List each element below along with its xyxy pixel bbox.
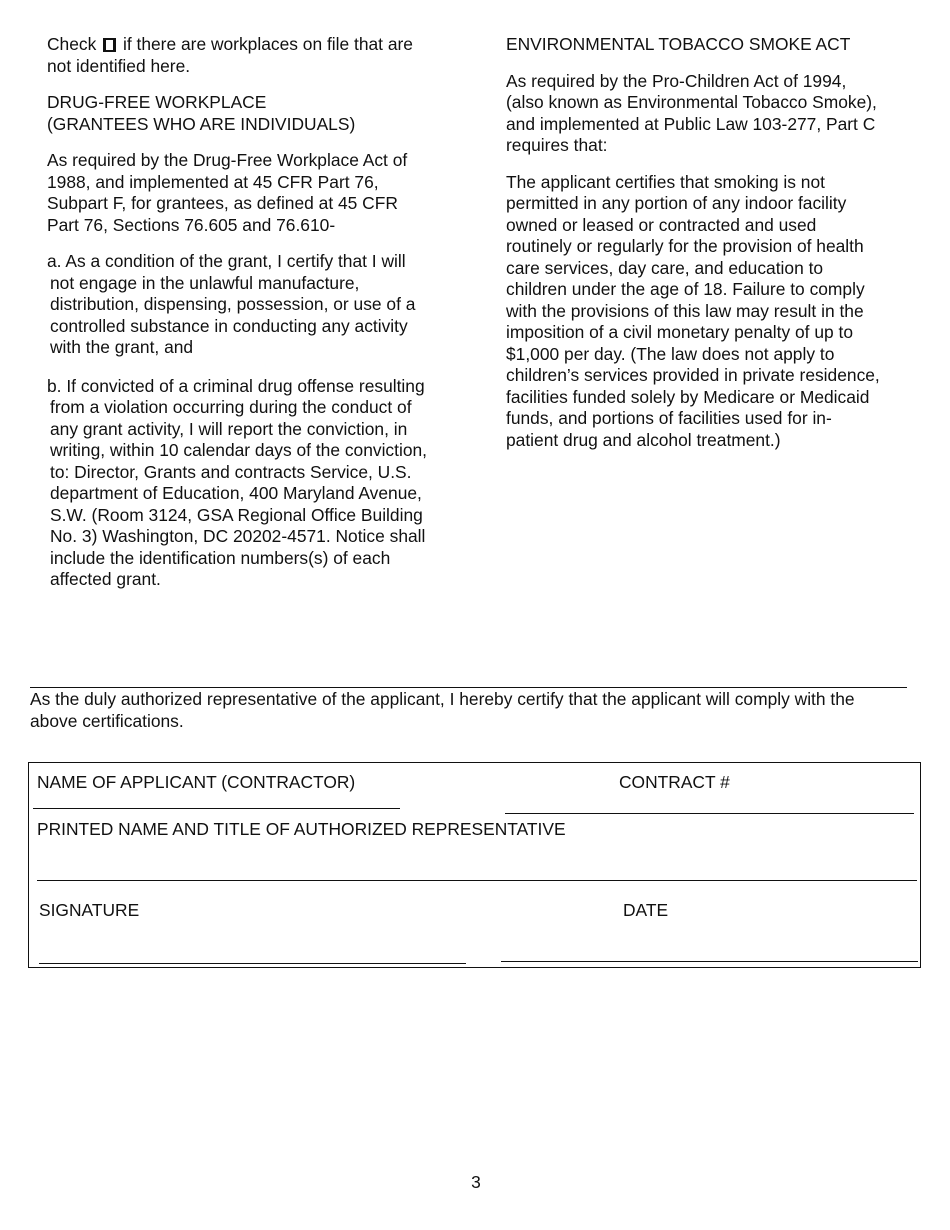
drug-free-heading-line1: DRUG-FREE WORKPLACE	[47, 92, 267, 112]
tobacco-body-line: permitted in any portion of any indoor facility	[506, 193, 847, 213]
applicant-name-field[interactable]	[33, 808, 400, 809]
tobacco-body-line: children under the age of 18. Failure to comply	[506, 279, 865, 299]
tobacco-body-line: children’s services provided in private residence,	[506, 365, 880, 385]
intro-line: 1988, and implemented at 45 CFR Part 76,	[47, 171, 379, 192]
item-a-line: distribution, dispensing, possession, or use of a	[50, 294, 416, 314]
item-b	[47, 376, 467, 591]
item-a-line: with the grant, and	[50, 337, 194, 357]
item-b-line: any grant activity, I will report the conviction, in	[50, 418, 408, 439]
tobacco-body-line: facilities funded solely by Medicare or Medicaid	[506, 386, 870, 407]
item-b-line: department of Education, 400 Maryland Avenue,	[50, 483, 422, 503]
drug-free-heading	[47, 92, 467, 135]
item-b-line: to: Director, Grants and contracts Service, U.S.	[50, 461, 412, 482]
intro-line: Subpart F, for grantees, as defined at 45 CFR	[47, 193, 398, 213]
tobacco-intro	[506, 71, 916, 157]
item-b-line: from a violation occurring during the conduct of	[50, 397, 412, 417]
tobacco-body-line: routinely or regularly for the provision of health	[506, 236, 864, 256]
contract-number-field[interactable]	[505, 813, 914, 814]
tobacco-body-line: owned or leased or contracted and used	[506, 214, 817, 235]
tobacco-body-line: imposition of a civil monetary penalty of up to	[506, 322, 854, 342]
representative-field[interactable]	[37, 880, 917, 881]
tobacco-body-line: patient drug and alcohol treatment.)	[506, 429, 781, 450]
item-a-line: a. As a condition of the grant, I certify that I will	[47, 251, 406, 271]
tobacco-body-line: with the provisions of this law may result in the	[506, 300, 864, 321]
signature-label: SIGNATURE	[39, 900, 140, 920]
contract-number-label: CONTRACT #	[619, 772, 730, 792]
tobacco-body-line: care services, day care, and education to	[506, 257, 824, 278]
tobacco-body-line: The applicant certifies that smoking is not	[506, 171, 825, 192]
tobacco-intro-line: requires that:	[506, 135, 608, 155]
workplaces-check-line	[47, 34, 467, 77]
certification-statement	[30, 689, 930, 732]
date-field[interactable]	[501, 961, 918, 962]
tobacco-body-line: funds, and portions of facilities used for in-	[506, 408, 832, 428]
right-column	[506, 34, 916, 451]
check-prefix: Check	[47, 34, 97, 54]
item-b-line: b. If convicted of a criminal drug offense resulting	[47, 375, 425, 396]
item-b-line: No. 3) Washington, DC 20202-4571. Notice shall	[50, 526, 426, 546]
page-number: 3	[471, 1172, 481, 1192]
left-column	[47, 34, 467, 591]
certification-line1: As the duly authorized representative of the applicant, I hereby certify that the applicant will comply with the	[30, 689, 855, 709]
date-label: DATE	[623, 900, 669, 920]
drug-free-heading-line2: (GRANTEES WHO ARE INDIVIDUALS)	[47, 113, 356, 134]
item-b-line: writing, within 10 calendar days of the conviction,	[50, 440, 427, 460]
check-suffix-line1: if there are workplaces on file that are	[122, 34, 413, 54]
item-a-line: not engage in the unlawful manufacture,	[50, 272, 360, 293]
applicant-name-label: NAME OF APPLICANT (CONTRACTOR)	[37, 772, 356, 792]
certification-divider	[30, 687, 907, 688]
tobacco-intro-line: (also known as Environmental Tobacco Smoke),	[506, 92, 877, 112]
intro-line: As required by the Drug-Free Workplace Act of	[47, 150, 408, 170]
tobacco-intro-line: As required by the Pro-Children Act of 1994,	[506, 70, 847, 91]
representative-label: PRINTED NAME AND TITLE OF AUTHORIZED REPRESENTATIVE	[37, 819, 566, 839]
tobacco-heading: ENVIRONMENTAL TOBACCO SMOKE ACT	[506, 34, 851, 54]
item-b-line: affected grant.	[50, 569, 161, 589]
item-b-line: S.W. (Room 3124, GSA Regional Office Building	[50, 504, 423, 525]
tobacco-intro-line: and implemented at Public Law 103-277, Part C	[506, 113, 876, 134]
signature-block	[28, 762, 921, 968]
tobacco-body-line: $1,000 per day. (The law does not apply to	[506, 343, 835, 364]
workplaces-checkbox[interactable]	[103, 38, 116, 52]
check-suffix-line2: not identified here.	[47, 55, 191, 76]
item-a-line: controlled substance in conducting any activity	[50, 315, 408, 336]
certification-line2: above certifications.	[30, 710, 184, 731]
signature-field[interactable]	[39, 963, 466, 964]
drug-free-intro	[47, 150, 467, 236]
intro-line: Part 76, Sections 76.605 and 76.610-	[47, 214, 336, 235]
tobacco-body	[506, 172, 916, 452]
item-b-line: include the identification numbers(s) of each	[50, 547, 391, 568]
item-a	[47, 251, 467, 359]
